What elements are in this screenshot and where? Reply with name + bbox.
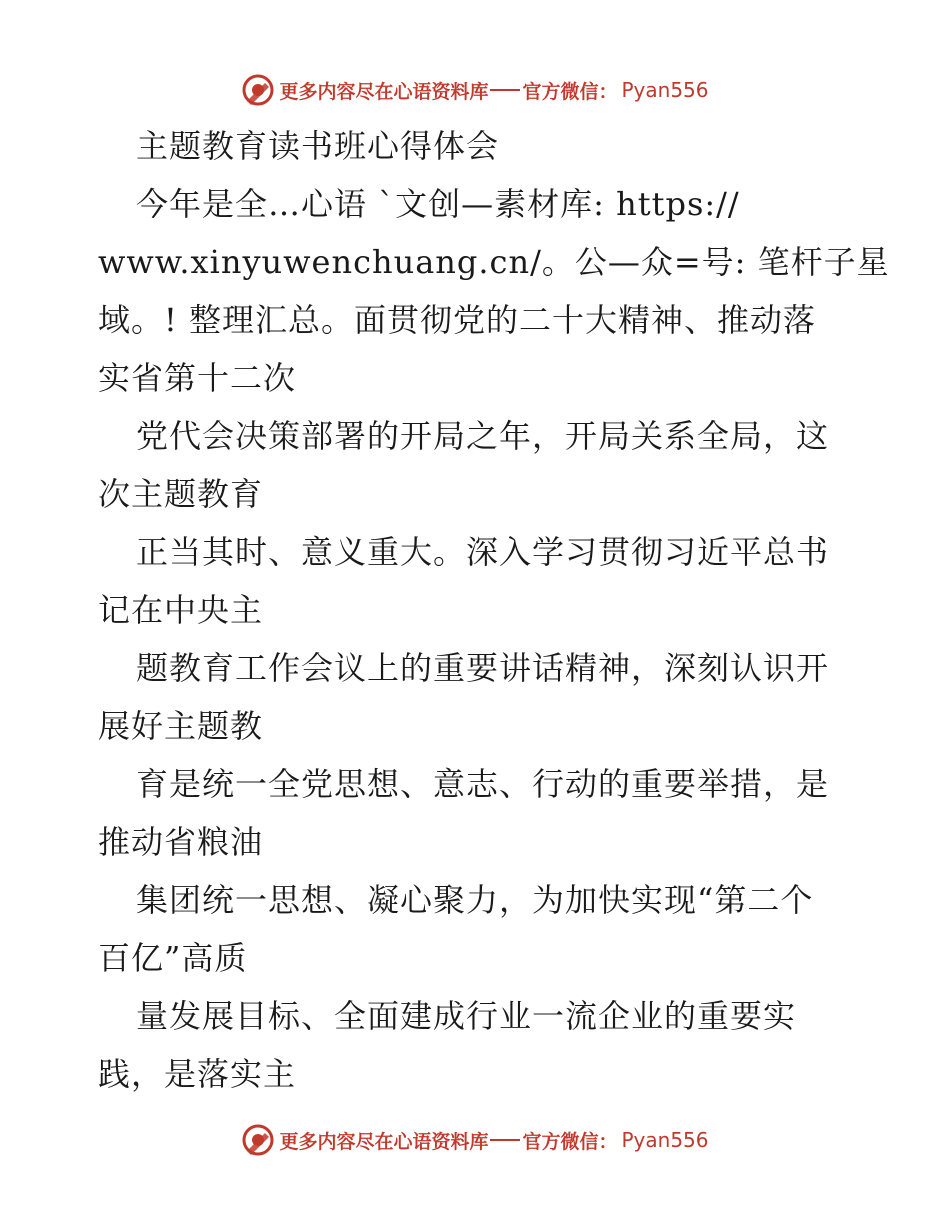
document-line: 推动省粮油 bbox=[98, 823, 264, 861]
wechat-id: Pyan556 bbox=[621, 1128, 709, 1152]
watermark-text: 更多内容尽在心语资料库 bbox=[279, 1130, 489, 1153]
pen-logo-icon bbox=[241, 1123, 275, 1157]
document-line: 践，是落实主 bbox=[98, 1055, 297, 1093]
watermark-separator bbox=[490, 1139, 520, 1141]
document-line: 实省第十二次 bbox=[98, 359, 297, 397]
document-line: 题教育工作会议上的重要讲话精神，深刻认识开 bbox=[136, 649, 830, 687]
document-line: 育是统一全党思想、意志、行动的重要举措，是 bbox=[136, 765, 830, 803]
document-line: 次主题教育 bbox=[98, 475, 264, 513]
wechat-id: Pyan556 bbox=[621, 78, 709, 102]
document-line: 今年是全…心语 `文创—素材库: https:// bbox=[136, 185, 740, 223]
document-line: www.xinyuwenchuang.cn/。公—众=号: 笔杆子星 bbox=[98, 243, 890, 281]
watermark-separator bbox=[490, 89, 520, 91]
document-line: 党代会决策部署的开局之年，开局关系全局，这 bbox=[136, 417, 830, 455]
document-body bbox=[98, 117, 890, 1103]
document-line: 正当其时、意义重大。深入学习贯彻习近平总书 bbox=[136, 533, 830, 571]
document-line: 百亿”高质 bbox=[98, 939, 248, 977]
wechat-label: 官方微信： bbox=[522, 1130, 618, 1153]
header-watermark bbox=[0, 70, 950, 110]
document-line: 集团统一思想、凝心聚力，为加快实现“第二个 bbox=[136, 881, 814, 919]
footer-watermark bbox=[0, 1120, 950, 1160]
pen-logo-icon bbox=[241, 73, 275, 107]
document-line: 记在中央主 bbox=[98, 591, 264, 629]
document-line: 主题教育读书班心得体会 bbox=[136, 127, 500, 165]
document-line: 量发展目标、全面建成行业一流企业的重要实 bbox=[136, 997, 797, 1035]
watermark-text: 更多内容尽在心语资料库 bbox=[279, 80, 489, 103]
document-line: 域。! 整理汇总。面贯彻党的二十大精神、推动落 bbox=[98, 301, 817, 339]
document-line: 展好主题教 bbox=[98, 707, 264, 745]
wechat-label: 官方微信： bbox=[522, 80, 618, 103]
